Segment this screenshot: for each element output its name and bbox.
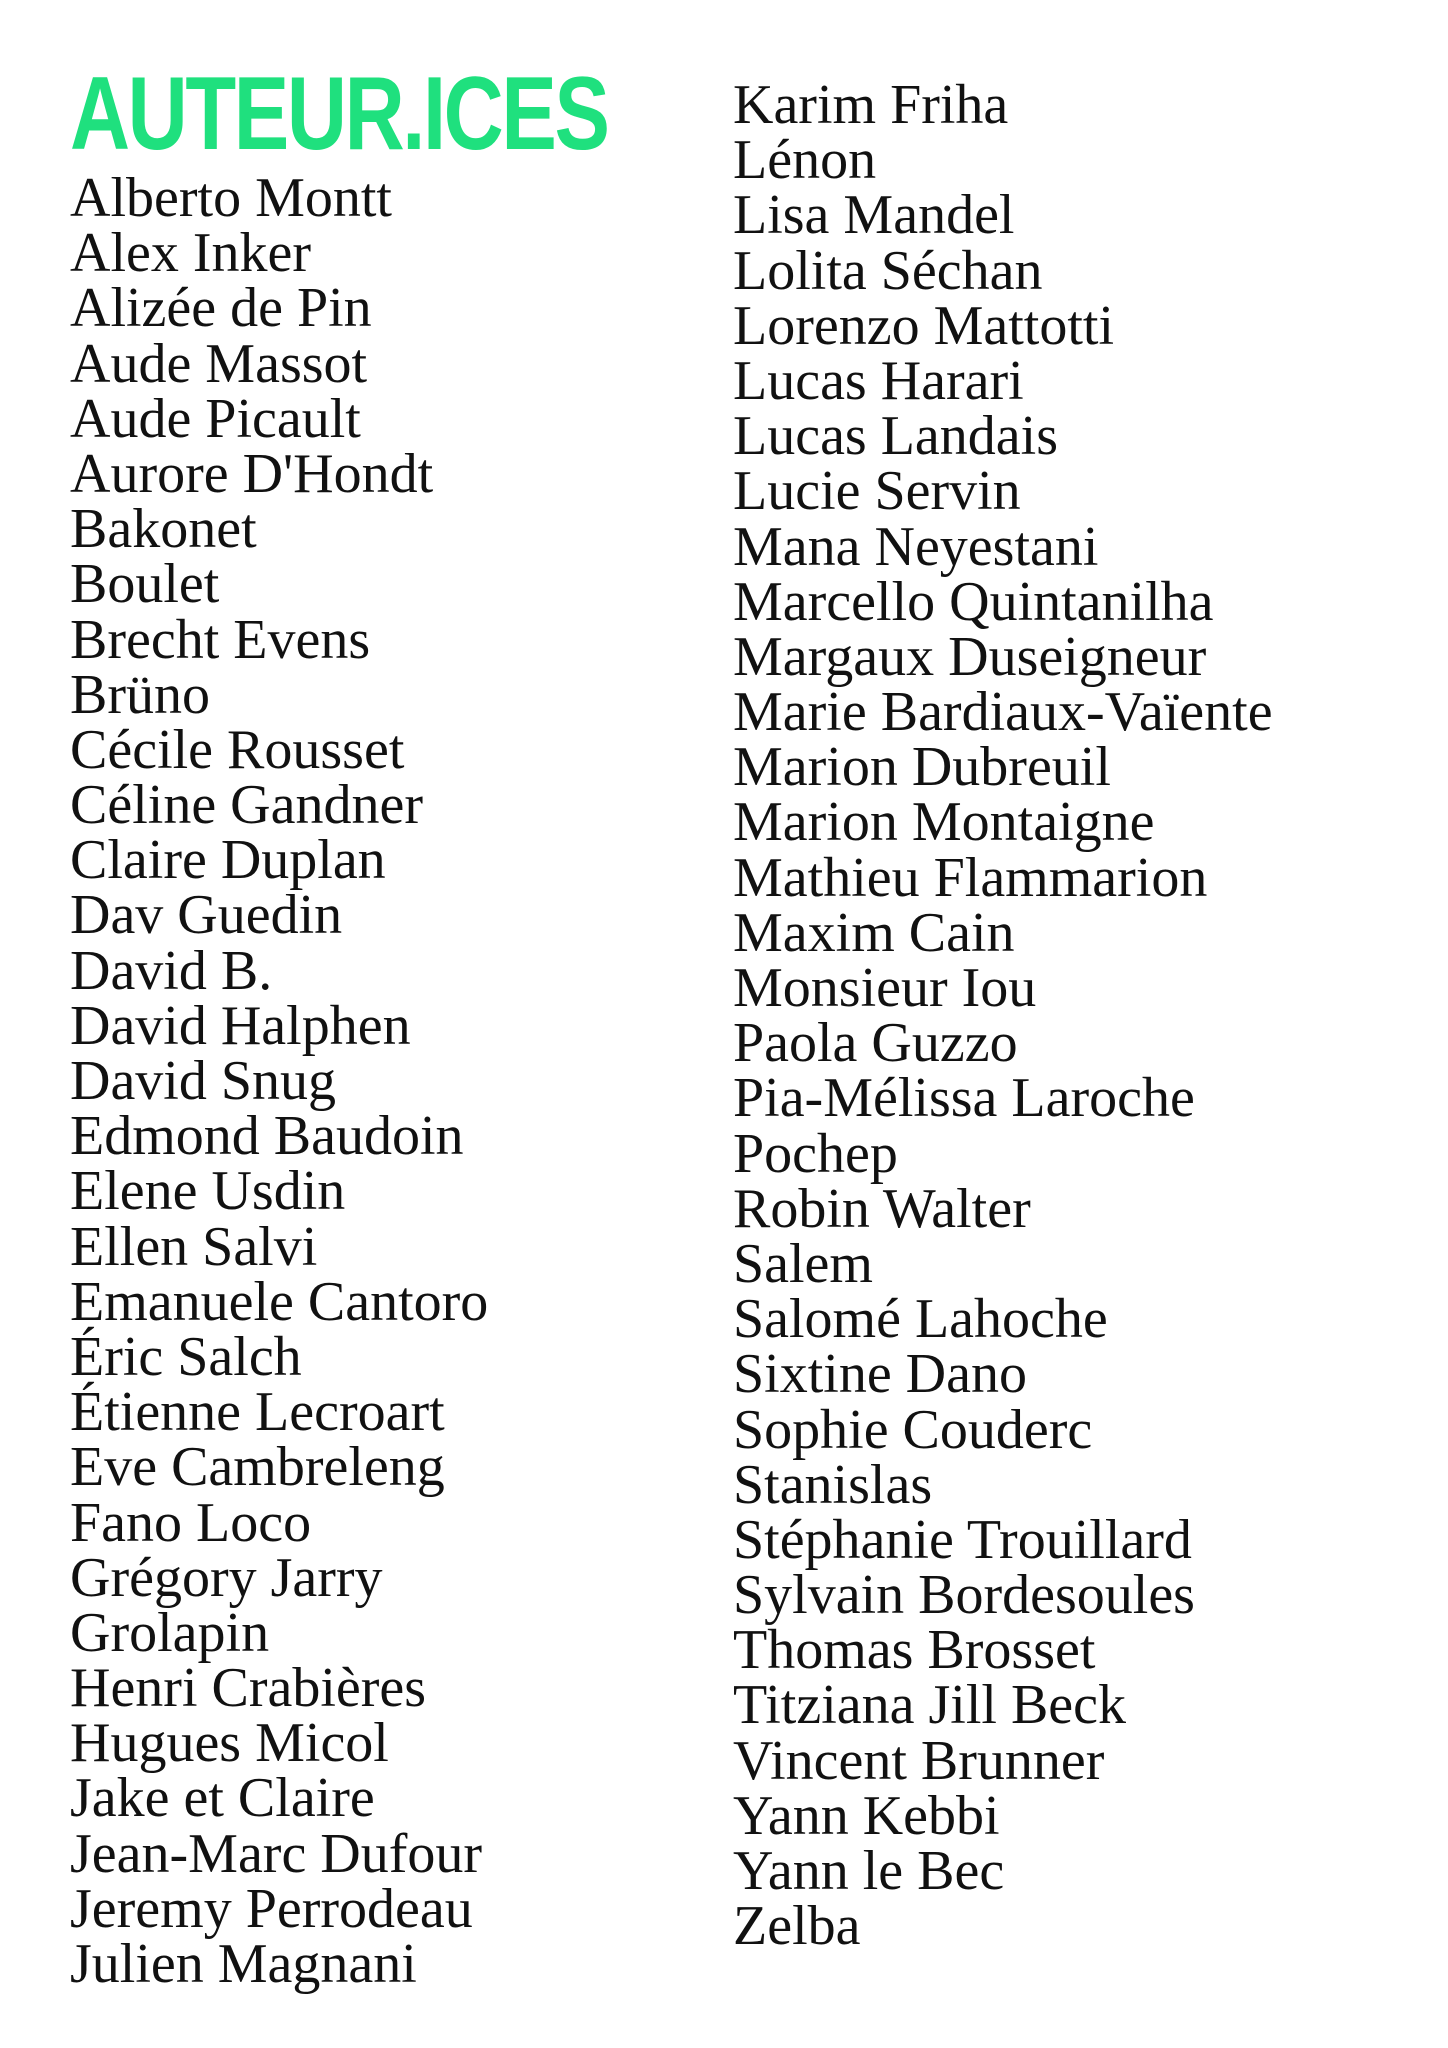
author-name: Margaux Duseigneur <box>733 625 1207 688</box>
author-name: Lucie Servin <box>733 460 1021 523</box>
author-name: Elene Usdin <box>70 1160 346 1223</box>
author-name: Lolita Séchan <box>733 239 1043 302</box>
author-name: Hugues Micol <box>70 1712 389 1775</box>
author-name: Alex Inker <box>70 222 312 285</box>
author-name: Yann le Bec <box>733 1840 1005 1902</box>
author-name: Alizée de Pin <box>70 277 372 340</box>
author-name: Lorenzo Mattotti <box>733 294 1115 357</box>
author-name: Étienne Lecroart <box>70 1381 445 1444</box>
author-name: Dav Guedin <box>70 884 343 947</box>
author-name: Aude Picault <box>70 387 361 450</box>
author-name: Claire Duplan <box>70 829 386 892</box>
author-name: Sophie Couderc <box>733 1398 1093 1461</box>
author-name: Stéphanie Trouillard <box>733 1508 1192 1571</box>
author-name: Lisa Mandel <box>733 184 1015 247</box>
author-name: Titziana Jill Beck <box>733 1674 1127 1737</box>
author-name: Marion Dubreuil <box>733 736 1111 799</box>
author-name: Marion Montaigne <box>733 791 1155 854</box>
page-title: AUTEUR.ICES <box>70 56 608 172</box>
author-name: Salomé Lahoche <box>733 1288 1108 1351</box>
author-name: Eve Cambreleng <box>70 1436 445 1499</box>
author-name: Pia-Mélissa Laroche <box>733 1067 1195 1130</box>
author-name: Thomas Brosset <box>733 1619 1096 1682</box>
author-name: Jeremy Perrodeau <box>70 1877 473 1940</box>
author-name: Grolapin <box>70 1601 270 1664</box>
author-name: Henri Crabières <box>70 1657 427 1720</box>
author-name: Brecht Evens <box>70 608 371 671</box>
author-name: Grégory Jarry <box>70 1546 383 1609</box>
author-name: Alberto Montt <box>70 167 392 229</box>
author-name: Bakonet <box>70 498 257 561</box>
author-name: Yann Kebbi <box>733 1784 1000 1847</box>
author-name: David B. <box>70 939 273 1002</box>
author-name: Céline Gandner <box>70 774 423 837</box>
author-list-right <box>733 74 1273 1958</box>
author-name: Lucas Landais <box>733 405 1058 468</box>
author-name: Edmond Baudoin <box>70 1105 464 1168</box>
author-name: Mana Neyestani <box>733 515 1099 578</box>
author-name: Vincent Brunner <box>733 1729 1105 1792</box>
author-name: Aurore D'Hondt <box>70 442 434 505</box>
author-name: Karim Friha <box>733 74 1009 136</box>
author-name: Julien Magnani <box>70 1933 417 1995</box>
author-name: Monsieur Iou <box>733 957 1037 1019</box>
author-name: Robin Walter <box>733 1177 1031 1240</box>
author-name: Paola Guzzo <box>733 1012 1018 1075</box>
author-name: Sixtine Dano <box>733 1343 1027 1406</box>
author-list-left <box>70 167 489 1995</box>
author-name: David Snug <box>70 1050 336 1112</box>
author-name: Jean-Marc Dufour <box>70 1822 483 1885</box>
author-name: Mathieu Flammarion <box>733 846 1208 909</box>
author-name: Jake et Claire <box>70 1767 375 1830</box>
author-name: Emanuele Cantoro <box>70 1270 489 1333</box>
author-name: Cécile Rousset <box>70 718 405 781</box>
author-name: Éric Salch <box>70 1325 302 1388</box>
author-name: David Halphen <box>70 994 411 1057</box>
author-name: Zelba <box>733 1895 861 1958</box>
author-name: Sylvain Bordesoules <box>733 1564 1195 1627</box>
author-name: Lucas Harari <box>733 349 1024 412</box>
author-name: Pochep <box>733 1122 898 1185</box>
author-name: Marcello Quintanilha <box>733 570 1214 633</box>
author-name: Stanislas <box>733 1453 933 1516</box>
author-name: Fano Loco <box>70 1491 312 1554</box>
author-name: Maxim Cain <box>733 901 1015 964</box>
author-name: Aude Massot <box>70 332 368 395</box>
author-name: Ellen Salvi <box>70 1215 318 1278</box>
author-name: Boulet <box>70 553 220 616</box>
author-name: Salem <box>733 1232 873 1295</box>
author-name: Marie Bardiaux-Vaïente <box>733 681 1273 744</box>
author-name: Lénon <box>733 129 877 192</box>
author-name: Brüno <box>70 663 210 726</box>
